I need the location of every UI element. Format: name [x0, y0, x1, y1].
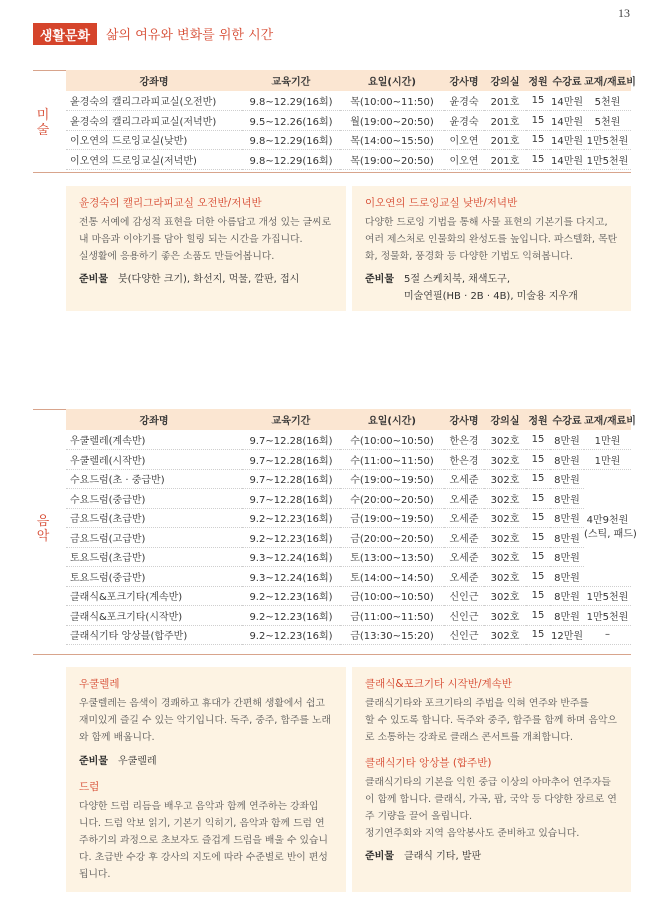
cell-day-time: 수(10:00~10:50): [340, 430, 444, 450]
cell-course-name: 윤경숙의 캘리그라피교실(저녁반): [66, 111, 242, 131]
cell-capacity: 15: [526, 586, 550, 606]
cell-fee: 8만원: [550, 508, 584, 528]
header-day-time: 요일(시간): [340, 409, 444, 430]
cell-course-name: 우쿨렐레(계속반): [66, 430, 242, 450]
header-capacity: 정원: [526, 409, 550, 430]
info-title-ensemble: 클래식기타 앙상블 (합주반): [365, 757, 492, 769]
info-description: 우쿨렐레는 음색이 경쾌하고 휴대가 간편해 생활에서 쉽고 재미있게 즐길 수 있는 악기입니다. 독주, 중주, 합주를 노래 와 함께 배웁니다.: [79, 698, 331, 743]
header-material-fee: 교재/재료비: [584, 409, 631, 430]
cell-period: 9.5~12.26(16회): [242, 111, 340, 131]
cell-instructor: 신인근: [444, 606, 484, 626]
music-info-box-left: [66, 667, 346, 892]
cell-material-fee: 1만원: [584, 450, 631, 470]
header-period: 교육기간: [242, 409, 340, 430]
header-instructor: 강사명: [444, 70, 484, 91]
table-row: [66, 528, 631, 548]
cell-fee: 14만원: [550, 150, 584, 170]
header-course-name: 강좌명: [66, 409, 242, 430]
cell-period: 9.2~12.23(16회): [242, 528, 340, 548]
table-row: [66, 450, 631, 470]
cell-fee: 8만원: [550, 606, 584, 626]
cell-instructor: 한은경: [444, 450, 484, 470]
cell-period: 9.8~12.29(16회): [242, 150, 340, 170]
music-bottom-rule: [33, 654, 631, 655]
cell-fee: 8만원: [550, 430, 584, 450]
cell-fee: 8만원: [550, 547, 584, 567]
cell-room: 302호: [484, 469, 526, 489]
header-course-name: 강좌명: [66, 70, 242, 91]
materials-line: 준비물 5절 스케치북, 채색도구, 미술연필(HB · 2B · 4B), 미술용 지우개: [365, 274, 578, 302]
cell-day-time: 목(19:00~20:50): [340, 150, 444, 170]
cell-period: 9.2~12.23(16회): [242, 586, 340, 606]
header-material-fee: 교재/재료비: [584, 70, 631, 91]
cell-capacity: 15: [526, 469, 550, 489]
cell-course-name: 우쿨렐레(시작반): [66, 450, 242, 470]
cell-fee: 8만원: [550, 489, 584, 509]
cell-period: 9.8~12.29(16회): [242, 91, 340, 111]
cell-period: 9.8~12.29(16회): [242, 130, 340, 150]
cell-day-time: 수(20:00~20:50): [340, 489, 444, 509]
music-schedule-table: [66, 409, 637, 645]
cell-material-fee: 5천원: [584, 111, 631, 131]
header-fee: 수강료: [550, 70, 584, 91]
cell-period: 9.2~12.23(16회): [242, 606, 340, 626]
cell-day-time: 수(11:00~11:50): [340, 450, 444, 470]
table-row: [66, 469, 631, 489]
cell-instructor: 신인근: [444, 625, 484, 645]
table-row: [66, 606, 631, 626]
header-fee: 수강료: [550, 409, 584, 430]
cell-period: 9.2~12.23(16회): [242, 508, 340, 528]
cell-fee: 12만원: [550, 625, 584, 645]
cell-capacity: 15: [526, 625, 550, 645]
cell-material-fee: –: [584, 625, 631, 645]
art-category-label: 미 술: [36, 108, 50, 138]
cell-instructor: 오세준: [444, 489, 484, 509]
drum-material-fee: 4만9천원: [586, 514, 629, 526]
materials-line: 준비물 클래식 기타, 발판: [365, 851, 482, 862]
cell-instructor: 이오연: [444, 130, 484, 150]
table-row: [66, 91, 631, 111]
section-subtitle: 삶의 여유와 변화를 위한 시간: [106, 28, 274, 43]
cell-instructor: 오세준: [444, 547, 484, 567]
cell-capacity: 15: [526, 450, 550, 470]
cell-period: 9.3~12.24(16회): [242, 547, 340, 567]
music-category-label: 음 악: [36, 514, 50, 544]
cell-period: 9.2~12.23(16회): [242, 625, 340, 645]
cell-period: 9.3~12.24(16회): [242, 567, 340, 587]
music-info-box-right: [352, 667, 631, 892]
info-description: 전통 서예에 감성적 표현을 더한 아름답고 개성 있는 글씨로 내 마음과 이야기를 담아 힐링 되는 시간을 가집니다. 실생활에 응용하기 좋은 소품도 만들어봅니다.: [79, 217, 332, 262]
cell-fee: 8만원: [550, 586, 584, 606]
cell-material-fee: 5천원: [584, 91, 631, 111]
art-info-box-left: [66, 186, 346, 311]
cell-instructor: 오세준: [444, 567, 484, 587]
cell-day-time: 토(13:00~13:50): [340, 547, 444, 567]
header-room: 강의실: [484, 409, 526, 430]
cell-course-name: 이오연의 드로잉교실(낮반): [66, 130, 242, 150]
cell-capacity: 15: [526, 508, 550, 528]
drum-material-note: (스틱, 패드): [584, 528, 637, 540]
table-row: [66, 567, 631, 587]
materials-line: 준비물 붓(다양한 크기), 화선지, 먹물, 깔판, 접시: [79, 274, 300, 285]
info-title: 클래식&포크기타 시작반/계속반: [365, 678, 512, 690]
table-row: [66, 489, 631, 509]
cell-capacity: 15: [526, 430, 550, 450]
cell-capacity: 15: [526, 111, 550, 131]
cell-capacity: 15: [526, 91, 550, 111]
cell-course-name: 토요드럼(초급반): [66, 547, 242, 567]
cell-day-time: 토(14:00~14:50): [340, 567, 444, 587]
cell-course-name: 수요드럼(초 · 중급반): [66, 469, 242, 489]
cell-day-time: 금(20:00~20:50): [340, 528, 444, 548]
cell-instructor: 오세준: [444, 469, 484, 489]
cell-capacity: 15: [526, 606, 550, 626]
cell-day-time: 목(14:00~15:50): [340, 130, 444, 150]
info-description-drum: 다양한 드럼 리듬을 배우고 음악과 함께 연주하는 강좌입 니다. 드럼 악보 읽기, 기본기 익히기, 음악과 함께 드럼 연 주하기의 과정으로 초보자도 즐겁게 드럼을 배울 수 있습니 다. 초급반 수강 후 강사의 지도에 따라 수준별로 반이 편성 됩니다.: [79, 801, 328, 880]
info-title: 윤경숙의 캘리그라피교실 오전반/저녁반: [79, 197, 262, 209]
cell-day-time: 월(19:00~20:50): [340, 111, 444, 131]
materials-line: 준비물 우쿨렐레: [79, 756, 157, 767]
cell-course-name: 클래식&포크기타(계속반): [66, 586, 242, 606]
cell-room: 302호: [484, 430, 526, 450]
cell-room: 302호: [484, 489, 526, 509]
info-title: 우쿨렐레: [79, 678, 120, 690]
section-badge: 생활문화: [33, 23, 97, 45]
cell-course-name: 클래식기타 앙상블(합주반): [66, 625, 242, 645]
cell-room: 201호: [484, 150, 526, 170]
cell-material-fee-merged: [584, 469, 637, 586]
cell-period: 9.7~12.28(16회): [242, 430, 340, 450]
cell-room: 302호: [484, 606, 526, 626]
art-bottom-rule: [33, 172, 631, 173]
cell-fee: 8만원: [550, 567, 584, 587]
cell-capacity: 15: [526, 528, 550, 548]
table-row: [66, 430, 631, 450]
cell-instructor: 윤경숙: [444, 111, 484, 131]
cell-fee: 8만원: [550, 469, 584, 489]
cell-room: 302호: [484, 567, 526, 587]
cell-instructor: 신인근: [444, 586, 484, 606]
cell-material-fee: 1만5천원: [584, 150, 631, 170]
cell-day-time: 목(10:00~11:50): [340, 91, 444, 111]
info-description: 다양한 드로잉 기법을 통해 사물 표현의 기본기를 다지고, 여러 제스처로 인물화의 완성도를 높입니다. 파스텔화, 목탄 화, 정물화, 풍경화 등 다양한 기법도 익혀봅니다.: [365, 217, 618, 262]
cell-day-time: 금(10:00~10:50): [340, 586, 444, 606]
table-row: [66, 111, 631, 131]
cell-course-name: 금요드럼(초급반): [66, 508, 242, 528]
cell-material-fee: 1만원: [584, 430, 631, 450]
cell-instructor: 이오연: [444, 150, 484, 170]
cell-course-name: 토요드럼(중급반): [66, 567, 242, 587]
cell-period: 9.7~12.28(16회): [242, 450, 340, 470]
cell-capacity: 15: [526, 150, 550, 170]
cell-day-time: 금(11:00~11:50): [340, 606, 444, 626]
page-number: 13: [618, 6, 630, 20]
cell-fee: 8만원: [550, 450, 584, 470]
cell-room: 302호: [484, 625, 526, 645]
info-description-ensemble: 클래식기타의 기본을 익힌 중급 이상의 아마추어 연주자들 이 함께 합니다. 클래식, 가곡, 팝, 국악 등 다양한 장르로 연 주 기량을 끌어 올립니다. 정기연주회와 지역 음악봉사도 준비하고 있습니다.: [365, 777, 617, 839]
cell-room: 201호: [484, 91, 526, 111]
table-row: [66, 508, 631, 528]
cell-room: 201호: [484, 111, 526, 131]
cell-material-fee: 1만5천원: [584, 586, 631, 606]
cell-period: 9.7~12.28(16회): [242, 469, 340, 489]
cell-day-time: 수(19:00~19:50): [340, 469, 444, 489]
cell-course-name: 수요드럼(중급반): [66, 489, 242, 509]
cell-capacity: 15: [526, 567, 550, 587]
cell-instructor: 윤경숙: [444, 91, 484, 111]
art-schedule-table: [66, 70, 636, 170]
info-title: 이오연의 드로잉교실 낮반/저녁반: [365, 197, 518, 209]
cell-course-name: 금요드럼(고급반): [66, 528, 242, 548]
cell-room: 302호: [484, 547, 526, 567]
cell-course-name: 이오연의 드로잉교실(저녁반): [66, 150, 242, 170]
table-row: [66, 547, 631, 567]
cell-day-time: 금(19:00~19:50): [340, 508, 444, 528]
cell-day-time: 금(13:30~15:20): [340, 625, 444, 645]
header-day-time: 요일(시간): [340, 70, 444, 91]
table-row: [66, 625, 631, 645]
cell-period: 9.7~12.28(16회): [242, 489, 340, 509]
cell-course-name: 클래식&포크기타(시작반): [66, 606, 242, 626]
header-capacity: 정원: [526, 70, 550, 91]
cell-instructor: 오세준: [444, 528, 484, 548]
table-row: [66, 150, 631, 170]
cell-fee: 14만원: [550, 130, 584, 150]
info-description: 클래식기타와 포크기타의 주법을 익혀 연주와 반주를 할 수 있도록 합니다. 독주와 중주, 합주를 함께 하며 음악으 로 소통하는 강좌로 클래스 콘서트를 개최합니다.: [365, 698, 617, 743]
cell-room: 302호: [484, 508, 526, 528]
cell-material-fee: 1만5천원: [584, 130, 631, 150]
cell-capacity: 15: [526, 130, 550, 150]
table-row: [66, 130, 631, 150]
cell-course-name: 윤경숙의 캘리그라피교실(오전반): [66, 91, 242, 111]
cell-room: 201호: [484, 130, 526, 150]
header-period: 교육기간: [242, 70, 340, 91]
cell-room: 302호: [484, 450, 526, 470]
table-row: [66, 586, 631, 606]
cell-room: 302호: [484, 586, 526, 606]
cell-material-fee: 1만5천원: [584, 606, 631, 626]
cell-fee: 8만원: [550, 528, 584, 548]
cell-instructor: 오세준: [444, 508, 484, 528]
header-room: 강의실: [484, 70, 526, 91]
art-info-box-right: [352, 186, 631, 311]
cell-room: 302호: [484, 528, 526, 548]
cell-capacity: 15: [526, 489, 550, 509]
cell-instructor: 한은경: [444, 430, 484, 450]
cell-fee: 14만원: [550, 91, 584, 111]
cell-capacity: 15: [526, 547, 550, 567]
header-instructor: 강사명: [444, 409, 484, 430]
cell-fee: 14만원: [550, 111, 584, 131]
info-title-drum: 드럼: [79, 781, 100, 793]
